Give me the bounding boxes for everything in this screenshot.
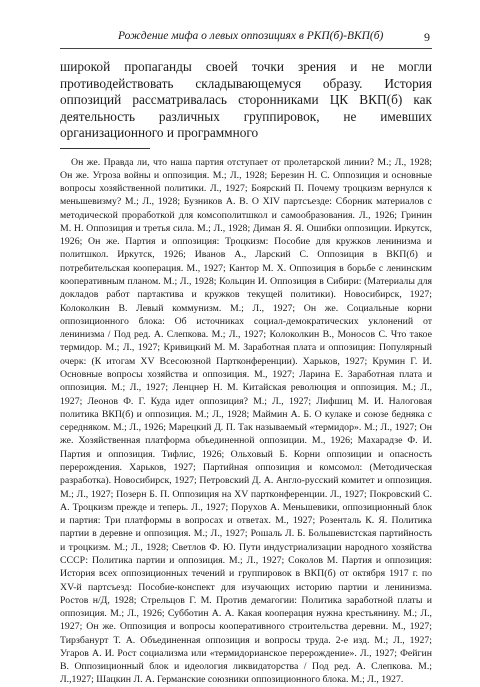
running-header (60, 30, 432, 49)
page-number: 9 (424, 30, 430, 44)
running-title: Рождение мифа о левых оппозициях в РКП(б)-ВКП(б) (118, 30, 384, 42)
footnote-separator (60, 148, 150, 149)
body-paragraph: широкой пропаганды своей точки зрения и не могли противодействовать складывающемуся образу. История оппозиций рассматривалась сторонниками ЦК ВКП(б) как деятельность различных группировок, не имевших организационного и программного (60, 59, 432, 140)
footnote-block: Он же. Правда ли, что наша партия отступает от пролетарской линии? М.; Л., 1928; Он же. Угроза войны и оппозиция. М.; Л., 1928; Березин Н. С. Оппозиция и основные вопросы хозяйственной политики. Л., 1927; Боярский П. Почему троцкизм вернулся к меньшевизму? М.; Л., 1928; Бузников А. В. О XIV партсъезде: Сборник материалов с методической проработкой для комсополитшкол и самообразования. Л., 1926; Гринин М. Н. Оппозиция и третья сила. М.; Л., 1928; Диман Я. Я. Ошибки оппозиции. Иркутск, 1926; Он же. Партия и оппозиция: Троцкизм: Пособие для кружков ленинизма и политшкол. Иркутск, 1926; Иванов А., Ларский С. Оппозиция в ВКП(б) и потребительская кооперация. М., 1927; Кантор М. Х. Оппозиция в борьбе с ленинским кооперативным планом. М.; Л., 1928; Кольцин И. Оппозиция в Сибири: (Материалы для докладов работ партактива и кружков текущей политики). Новосибирск, 1927; Колоколкин В. Левый коммунизм. М.; Л., 1927; Он же. Социальные корни оппозиционного блока: Об источниках социал-демократических уклонений от ленинизма / Под ред. А. Слепкова. М.; Л., 1927; Колоколкин В., Моносов С. Что такое термидор. М.; Л., 1927; Кривицкий М. М. Заработная плата и оппозиция: Популярный очерк: (К итогам XV Всесоюзной Партконференции). Харьков, 1927; Крумин Г. И. Основные вопросы хозяйства и оппозиция. М., 1927; Ларина Е. Заработная плата и оппозиция. М.; Л., 1927; Ленцнер Н. М. Китайская революция и оппозиция. М.; Л., 1927; Леонов Ф. Г. Куда идет оппозиция? М.; Л., 1927; Лифшиц М. И. Налоговая политика ВКП(б) и оппозиция. М.; Л., 1928; Маймин А. Б. О кулаке и союзе бедняка с середняком. М.; Л., 1926; Марецкий Д. П. Так называемый «термидор». М.; Л., 1927; Он же. Хозяйственная платформа объединенной оппозиции. М., 1926; Махарадзе Ф. И. Партия и оппозиция. Тифлис, 1926; Ольховый Б. Корни оппозиции и опасность перерождения. Харьков, 1927; Партийная оппозиция и комсомол: (Методическая разработка). Новосибирск, 1927; Петровский Д. А. Англо-русский комитет и оппозиция. М.; Л., 1927; Позерн Б. П. Оппозиция на XV партконференции. Л., 1927; Покровский С. А. Троцкизм прежде и теперь. Л., 1927; Порухов А. Меньшевики, оппозиционный блок и партия: Три платформы в вопросах и ответах. М., 1927; Розенталь К. Я. Политика партии в деревне и оппозиция. М.; Л., 1927; Рошаль Л. Б. Большевистская партийность и троцкизм. М.; Л., 1928; Светлов Ф. Ю. Пути индустриализации народного хозяйства СССР: Политика партии и оппозиция. М.; Л., 1927; Соколов М. Партия и оппозиция: История всех оппозиционных течений и группировок в ВКП(б) от октября 1917 г. по XV-й партсъезд: Пособие-конспект для изучающих историю партии и ленинизма. Ростов н/Д, 1928; Стрельцов Г. М. Против демагогии: Политика заработной платы и оппозиция. М.; Л., 1926; Субботин А. А. Какая кооперация нужна крестьянину. М.; Л., 1927; Он же. Оппозиция и вопросы кооперативного строительства деревни. М., 1927; Тирзбанурт Т. А. Объединенная оппозиция и вопросы труда. 2-е изд. М.; Л., 1927; Угаров А. И. Рост социализма или «термидорианское перерождение». Л., 1927; Фейгин В. Оппозиционный блок и идеология ликвидаторства / Под ред. А. Слепкова. М.; Л.,1927; Шацкин Л. А. Германские союзники оппозиционного блока. М.; Л., 1927. (60, 156, 432, 686)
